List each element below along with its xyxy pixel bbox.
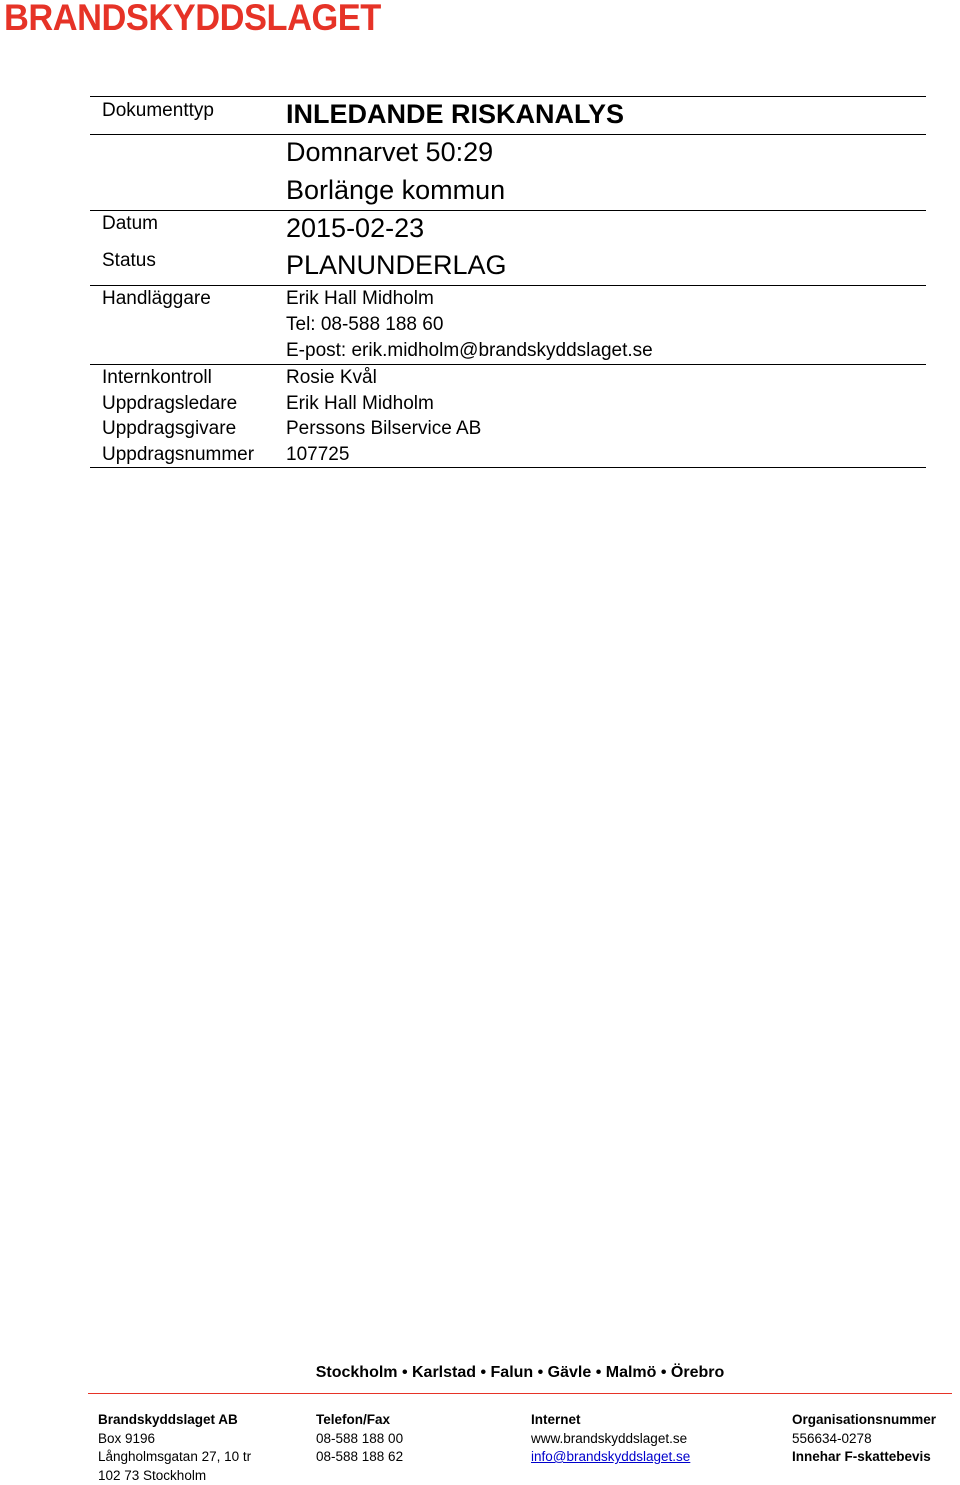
uppdragsgivare-label: Uppdragsgivare [102, 418, 236, 440]
email-link[interactable]: info@brandskyddslaget.se [531, 1449, 690, 1464]
uppdragsgivare-value: Perssons Bilservice AB [286, 418, 481, 440]
footer-company [98, 1411, 251, 1485]
footer-org [792, 1411, 936, 1467]
handlaggare-name: Erik Hall Midholm [286, 288, 434, 310]
handlaggare-label: Handläggare [102, 288, 211, 310]
document-type: INLEDANDE RISKANALYS [286, 99, 624, 130]
divider [90, 467, 926, 468]
footer-phone [316, 1411, 403, 1467]
row-uppdragsgivare [90, 416, 926, 442]
row-dokumenttyp [90, 97, 926, 134]
phone-number: 08-588 188 00 [316, 1430, 403, 1449]
company-heading: Brandskyddslaget AB [98, 1411, 251, 1430]
org-heading: Organisationsnummer [792, 1411, 936, 1430]
tax-status: Innehar F-skattebevis [792, 1448, 936, 1467]
row-datum [90, 211, 926, 248]
document-status: PLANUNDERLAG [286, 250, 507, 281]
office-cities: Stockholm • Karlstad • Falun • Gävle • Malmö • Örebro [0, 1364, 960, 1382]
footer-internet [531, 1411, 690, 1467]
fax-number: 08-588 188 62 [316, 1448, 403, 1467]
row-internkontroll [90, 365, 926, 391]
company-street: Långholmsgatan 27, 10 tr [98, 1448, 251, 1467]
row-object [90, 135, 926, 210]
row-status [90, 248, 926, 285]
row-handlaggare [90, 286, 926, 364]
uppdragsledare-value: Erik Hall Midholm [286, 393, 434, 415]
internkontroll-label: Internkontroll [102, 367, 212, 389]
uppdragsledare-label: Uppdragsledare [102, 393, 237, 415]
website-text: www.brandskyddslaget.se [531, 1430, 690, 1449]
company-box: Box 9196 [98, 1430, 251, 1449]
org-number: 556634-0278 [792, 1430, 936, 1449]
brand-logo: BRANDSKYDDSLAGET [4, 0, 381, 36]
municipality: Borlänge kommun [286, 175, 505, 206]
internet-heading: Internet [531, 1411, 690, 1430]
datum-label: Datum [102, 213, 158, 235]
row-uppdragsledare [90, 391, 926, 417]
uppdragsnummer-value: 107725 [286, 444, 349, 466]
document-info-table [90, 96, 926, 468]
handlaggare-phone: Tel: 08-588 188 60 [286, 314, 443, 336]
footer-divider [88, 1393, 952, 1394]
handlaggare-email: E-post: erik.midholm@brandskyddslaget.se [286, 340, 653, 362]
uppdragsnummer-label: Uppdragsnummer [102, 444, 254, 466]
dokumenttyp-label: Dokumenttyp [102, 100, 214, 122]
company-city: 102 73 Stockholm [98, 1467, 251, 1485]
internkontroll-value: Rosie Kvål [286, 367, 377, 389]
row-uppdragsnummer [90, 442, 926, 468]
status-label: Status [102, 250, 156, 272]
document-date: 2015-02-23 [286, 213, 424, 244]
object-name: Domnarvet 50:29 [286, 137, 493, 168]
phone-heading: Telefon/Fax [316, 1411, 403, 1430]
